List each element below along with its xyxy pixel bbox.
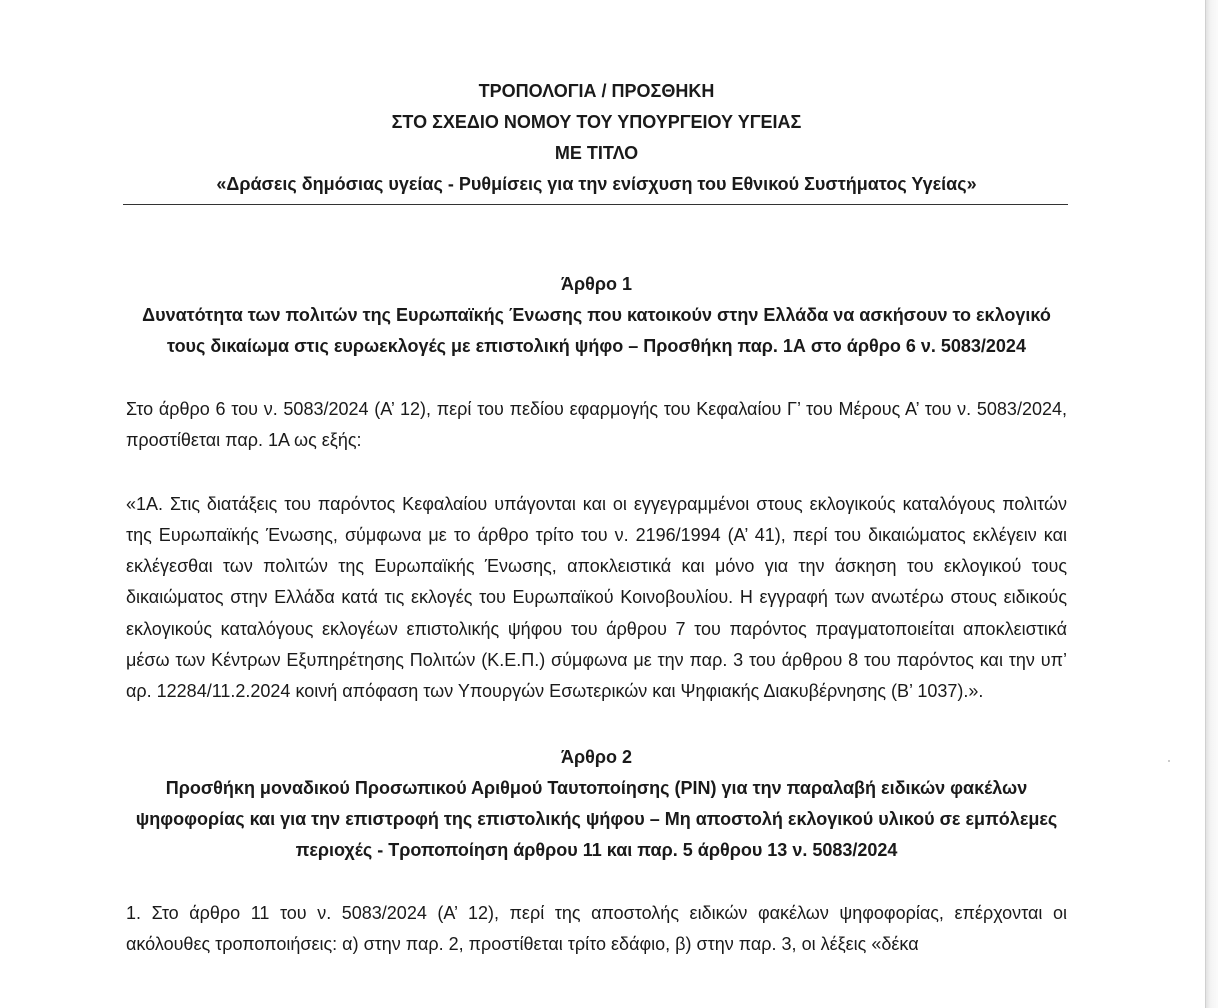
header-title-line-3: ΜΕ ΤΙΤΛΟ bbox=[554, 143, 639, 163]
article-2-heading: Προσθήκη μοναδικού Προσωπικού Αριθμού Ταυτοποίησης (PIN) για την παραλαβή ειδικών φακέλων ψηφοφορίας και για την επιστροφή της επιστολικής ψήφου – Μη αποστολή εκλογικού υλικού σε εμπόλεμες περιοχές - Τροποποίηση άρθρου 11 και παρ. 5 άρθρου 13 ν. 5083/2024 bbox=[135, 777, 1058, 860]
header-divider bbox=[123, 204, 1068, 205]
article-1-body-paragraph: «1Α. Στις διατάξεις του παρόντος Κεφαλαίου υπάγονται και οι εγγεγραμμένοι στους εκλογικούς καταλόγους πολιτών της Ευρωπαϊκής Ένωσης, σύμφωνα με το άρθρο τρίτο του ν. 2196/1994 (Α’ 41), περί του δικαιώματος εκλέγειν και εκλέγεσθαι των πολιτών της Ευρωπαϊκής Ένωσης, αποκλειστικά και μόνο για την άσκηση του εκλογικού τους δικαιώματος στην Ελλάδα κατά τις εκλογές του Ευρωπαϊκού Κοινοβουλίου. Η εγγραφή των ανωτέρω στους ειδικούς εκλογικούς καταλόγους εκλογέων επιστολικής ψήφου του άρθρου 7 του παρόντος πραγματοποιείται αποκλειστικά μέσω των Κέντρων Εξυπηρέτησης Πολιτών (Κ.Ε.Π.) σύμφωνα με την παρ. 3 του άρθρου 8 του παρόντος και την υπ’ αρ. 12284/11.2.2024 κοινή απόφαση των Υπουργών Εσωτερικών και Ψηφιακής Διακυβέρνησης (Β’ 1037).». bbox=[126, 493, 1067, 702]
article-1-number: Άρθρο 1 bbox=[560, 274, 632, 294]
page-edge-shadow bbox=[1205, 0, 1218, 1008]
header-bill-title: «Δράσεις δημόσιας υγείας - Ρυθμίσεις για την ενίσχυση του Εθνικού Συστήματος Υγείας» bbox=[216, 174, 977, 194]
article-1-intro-paragraph: Στο άρθρο 6 του ν. 5083/2024 (Α’ 12), περί του πεδίου εφαρμογής του Κεφαλαίου Γ’ του Μέρους Α’ του ν. 5083/2024, προστίθεται παρ. 1Α ως εξής: bbox=[126, 399, 1067, 451]
article-1-heading: Δυνατότητα των πολιτών της Ευρωπαϊκής Ένωσης που κατοικούν στην Ελλάδα να ασκήσουν το εκλογικό τους δικαίωμα στις ευρωεκλογές με επιστολική ψήφο – Προσθήκη παρ. 1Α στο άρθρο 6 ν. 5083/2024 bbox=[142, 305, 1051, 356]
header-title-line-2: ΣΤΟ ΣΧΕΔΙΟ ΝΟΜΟΥ ΤΟΥ ΥΠΟΥΡΓΕΙΟΥ ΥΓΕΙΑΣ bbox=[391, 112, 802, 132]
scan-speck bbox=[1168, 760, 1170, 762]
article-2-paragraph-1: 1. Στο άρθρο 11 του ν. 5083/2024 (Α’ 12), περί της αποστολής ειδικών φακέλων ψηφοφορίας, επέρχονται οι ακόλουθες τροποποιήσεις: α) στην παρ. 2, προστίθεται τρίτο εδάφιο, β) στην παρ. 3, οι λέξεις «δέκα bbox=[126, 902, 1067, 954]
article-2-number: Άρθρο 2 bbox=[560, 746, 632, 767]
document-content bbox=[126, 76, 1067, 960]
header-title-line-1: ΤΡΟΠΟΛΟΓΙΑ / ΠΡΟΣΘΗΚΗ bbox=[478, 81, 715, 101]
